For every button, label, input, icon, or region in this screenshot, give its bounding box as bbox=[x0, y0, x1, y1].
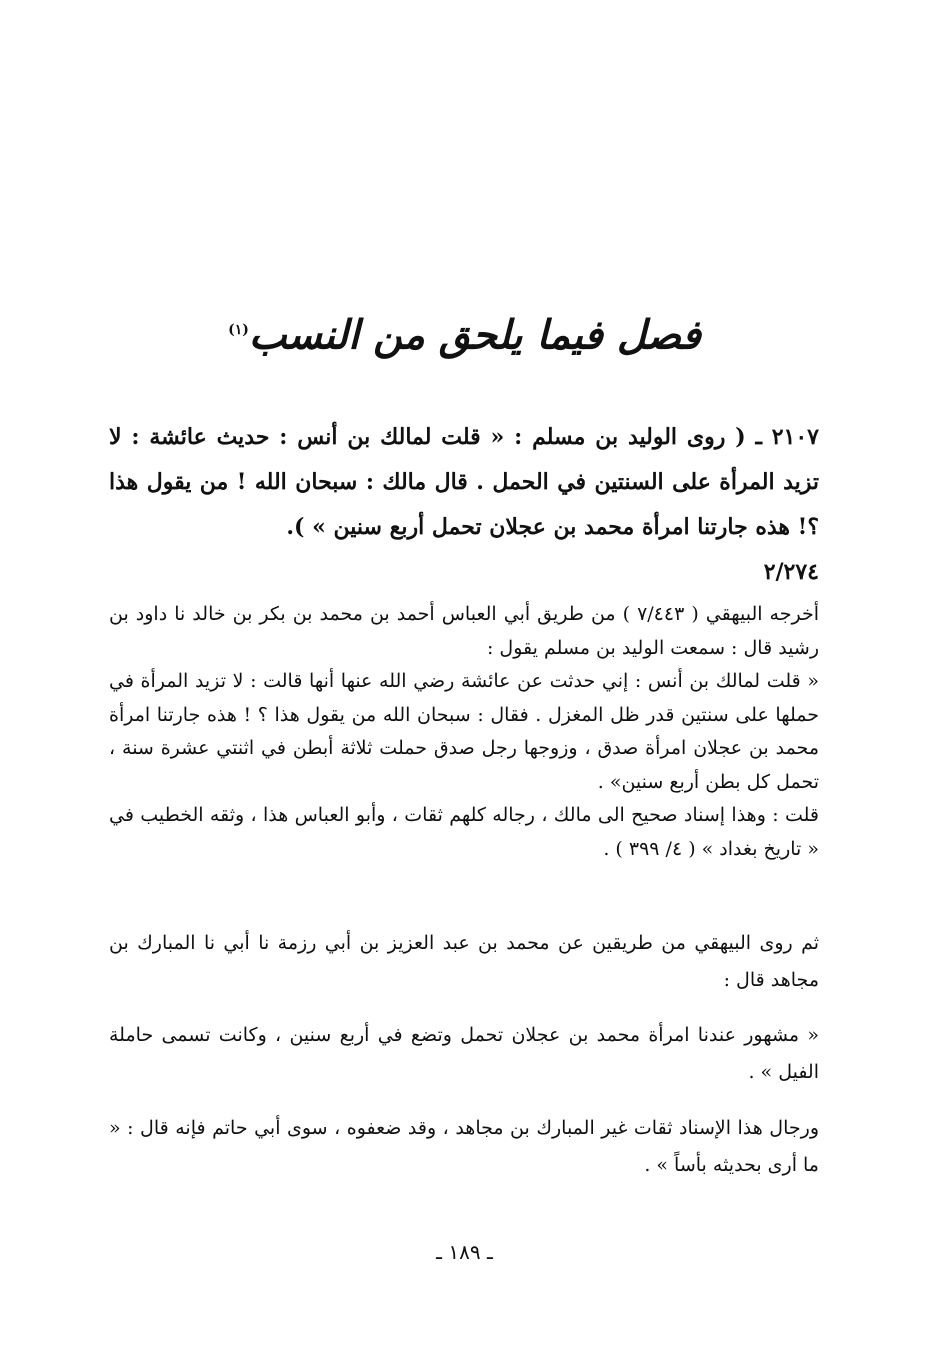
takhrij-paragraph-3: قلت : وهذا إسناد صحيح الى مالك ، رجاله كلهم ثقات ، وأبو العباس هذا ، وثقه الخطيب في « تاريخ بغداد » ( ٤/ ٣٩٩ ) . bbox=[109, 804, 819, 860]
hadith-reference: ٢/٢٧٤ bbox=[763, 559, 819, 585]
takhrij-paragraph-2: « قلت لمالك بن أنس : إني حدثت عن عائشة رضي الله عنها أنها قالت : لا تزيد المرأة في حملها على سنتين قدر ظل المغزل . فقال : سبحان الله من يقول هذا ؟ ! هذه جارتنا امرأة محمد بن عجلان امرأة صدق ، وزوجها رجل صدق حملت ثلاثة أبطن في اثنتي عشرة سنة ، تحمل كل بطن أربع سنين» . bbox=[109, 670, 819, 793]
rijal-paragraph bbox=[109, 1110, 819, 1184]
quote-text: « مشهور عندنا امرأة محمد بن عجلان تحمل وتضع في أربع سنين ، وكانت تسمى حاملة الفيل » . bbox=[109, 1024, 819, 1083]
footnote-marker: (١) bbox=[228, 322, 249, 338]
takhrij-section bbox=[109, 598, 819, 866]
takhrij-paragraph-1: أخرجه البيهقي ( ٧/٤٤٣ ) من طريق أبي العباس أحمد بن محمد بن بكر بن خالد نا داود بن رشيد قال : سمعت الوليد بن مسلم يقول : bbox=[109, 603, 819, 659]
rijal-text: ورجال هذا الإسناد ثقات غير المبارك بن مجاهد ، وقد ضعفوه ، سوى أبي حاتم فإنه قال : « ما أرى بحديثه بأساً » . bbox=[109, 1117, 819, 1176]
narration-paragraph bbox=[109, 925, 819, 999]
page-number: ـ ١٨٩ ـ bbox=[436, 1240, 493, 1264]
chapter-heading bbox=[0, 300, 929, 365]
chapter-title: فصل فيما يلحق من النسب bbox=[248, 311, 701, 359]
hadith-text: ٢١٠٧ ـ ( روى الوليد بن مسلم : « قلت لمالك بن أنس : حديث عائشة : لا تزيد المرأة على السنتين في الحمل . قال مالك : سبحان الله ! من يقول هذا ؟! هذه جارتنا امرأة محمد بن عجلان تحمل أربع سنين » ). bbox=[109, 424, 819, 540]
quote-paragraph bbox=[109, 1017, 819, 1091]
narration-text: ثم روى البيهقي من طريقين عن محمد بن عبد العزيز بن أبي رزمة نا أبي نا المبارك بن مجاهد قال : bbox=[109, 932, 819, 991]
hadith-entry bbox=[109, 415, 819, 595]
